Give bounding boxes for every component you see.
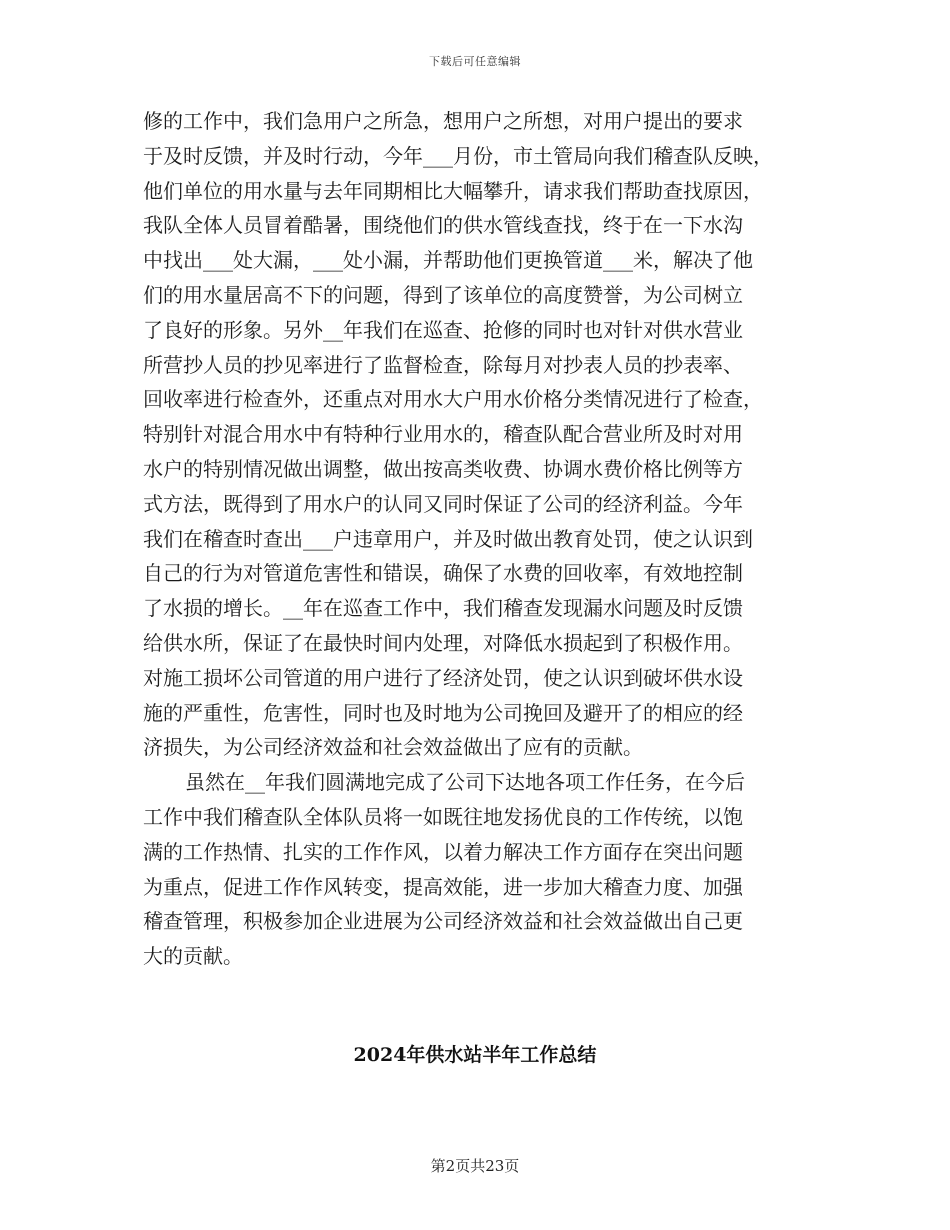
text-line: 了良好的形象。另外__年我们在巡查、抢修的同时也对针对供水营业 xyxy=(143,317,743,342)
text-line: 所营抄人员的抄见率进行了监督检查，除每月对抄表人员的抄表率、 xyxy=(143,352,743,377)
text-line: 给供水所，保证了在最快时间内处理，对降低水损起到了积极作用。 xyxy=(143,630,743,655)
text-line: 回收率进行检查外，还重点对用水大户用水价格分类情况进行了检查， xyxy=(143,387,763,412)
text-line: 稽查管理，积极参加企业进展为公司经济效益和社会效益做出自己更 xyxy=(143,909,743,934)
text-line: 修的工作中，我们急用户之所急，想用户之所想，对用户提出的要求 xyxy=(143,109,743,133)
text-line: 式方法，既得到了用水户的认同又同时保证了公司的经济利益。今年 xyxy=(143,491,743,516)
text-line: 水户的特别情况做出调整，做出按高类收费、协调水费价格比例等方 xyxy=(143,456,743,481)
text-line: 他们单位的用水量与去年同期相比大幅攀升，请求我们帮助查找原因， xyxy=(143,178,763,203)
page-number: 第2页共23页 xyxy=(430,1157,520,1175)
text-line: 工作中我们稽查队全体队员将一如既往地发扬优良的工作传统，以饱 xyxy=(143,804,743,829)
text-line: 我队全体人员冒着酷暑，围绕他们的供水管线查找，终于在一下水沟 xyxy=(143,213,743,238)
text-line: 了水损的增长。__年在巡查工作中，我们稽查发现漏水问题及时反馈 xyxy=(143,596,743,621)
text-line: 施的严重性，危害性，同时也及时地为公司挽回及避开了的相应的经 xyxy=(143,700,743,725)
text-line: 大的贡献。 xyxy=(143,944,243,969)
text-line: 我们在稽查时查出___户违章用户，并及时做出教育处罚，使之认识到 xyxy=(143,526,753,551)
text-line: 们的用水量居高不下的问题，得到了该单位的高度赞誉，为公司树立 xyxy=(143,282,743,307)
text-line: 济损失，为公司经济效益和社会效益做出了应有的贡献。 xyxy=(143,735,643,760)
paragraph-start-line: 虽然在__年我们圆满地完成了公司下达地各项工作任务，在今后 xyxy=(185,770,745,795)
text-line: 满的工作热情、扎实的工作作风，以着力解决工作方面存在突出问题 xyxy=(143,839,743,864)
text-line: 为重点，促进工作作风转变，提高效能，进一步加大稽查力度、加强 xyxy=(143,874,743,899)
text-line: 对施工损坏公司管道的用户进行了经济处罚，使之认识到破坏供水设 xyxy=(143,665,743,690)
section-title: 2024年供水站半年工作总结 xyxy=(353,1044,597,1066)
text-line: 特别针对混合用水中有特种行业用水的，稽查队配合营业所及时对用 xyxy=(143,422,743,447)
text-line: 中找出___处大漏，___处小漏，并帮助他们更换管道___米，解决了他 xyxy=(143,248,753,273)
text-line: 自己的行为对管道危害性和错误，确保了水费的回收率，有效地控制 xyxy=(143,561,743,586)
header-note: 下载后可任意编辑 xyxy=(429,55,521,68)
text-line: 于及时反馈，并及时行动，今年___月份，市土管局向我们稽查队反映， xyxy=(143,143,773,168)
document-body xyxy=(143,104,807,974)
